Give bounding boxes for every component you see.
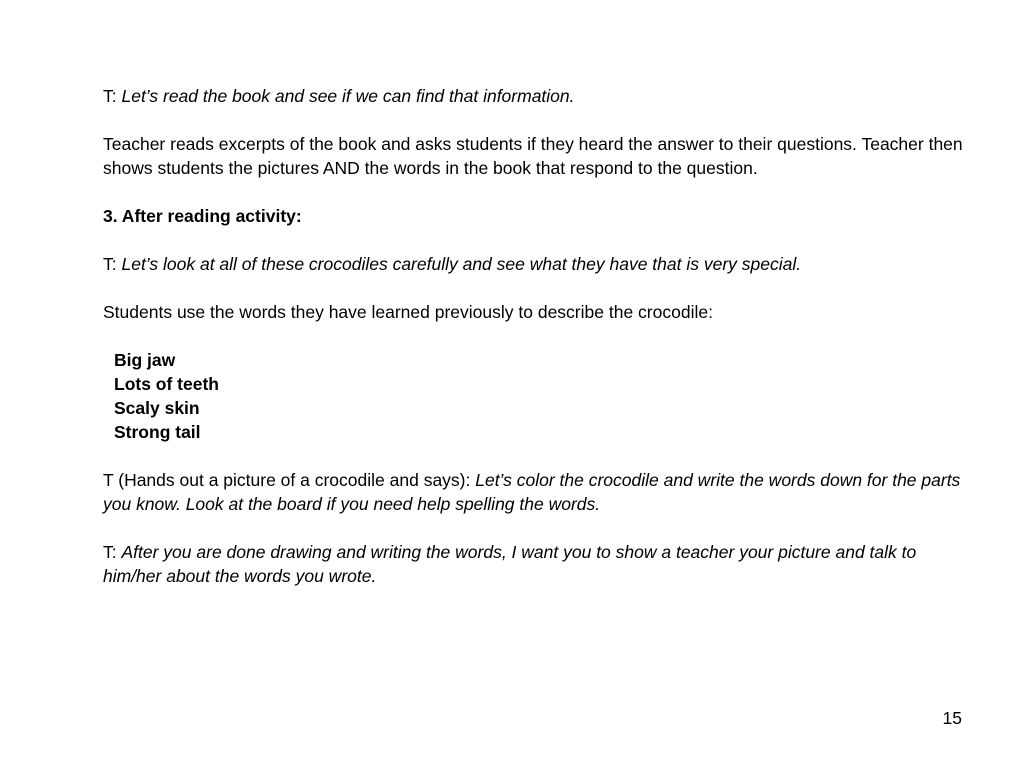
describe-paragraph: Students use the words they have learned previously to describe the crocodile: (103, 302, 713, 322)
list-item: Lots of teeth (114, 374, 219, 394)
list-item: Big jaw (114, 350, 176, 370)
look-speaker: T: (103, 254, 122, 274)
reading-paragraph: Teacher reads excerpts of the book and asks students if they heard the answer to their questions. Teacher then shows students the pictures AND the words in the book that respond to the question. (103, 134, 963, 178)
intro-line (103, 84, 963, 108)
final-line (103, 540, 963, 588)
page-number: 15 (942, 708, 962, 728)
final-speech: After you are done drawing and writing the words, I want you to show a teacher your picture and talk to him/her about the words you wrote. (103, 542, 917, 586)
list-item: Scaly skin (114, 398, 200, 418)
color-speech: Let’s color the crocodile and write the words down for the parts you know. Look at the board if you need help spelling the words. (103, 470, 961, 514)
look-speech: Let’s look at all of these crocodiles carefully and see what they have that is very special. (121, 254, 802, 274)
section-heading: 3. After reading activity: (103, 206, 302, 226)
list-item: Strong tail (114, 422, 201, 442)
final-speaker: T: (103, 542, 122, 562)
intro-speaker: T: (103, 86, 122, 106)
intro-speech: Let’s read the book and see if we can find that information. (121, 86, 575, 106)
slide-content (103, 84, 963, 588)
color-speaker: T (Hands out a picture of a crocodile and says): (103, 470, 476, 490)
crocodile-word-list (103, 348, 963, 444)
color-line (103, 468, 963, 516)
look-line (103, 252, 963, 276)
